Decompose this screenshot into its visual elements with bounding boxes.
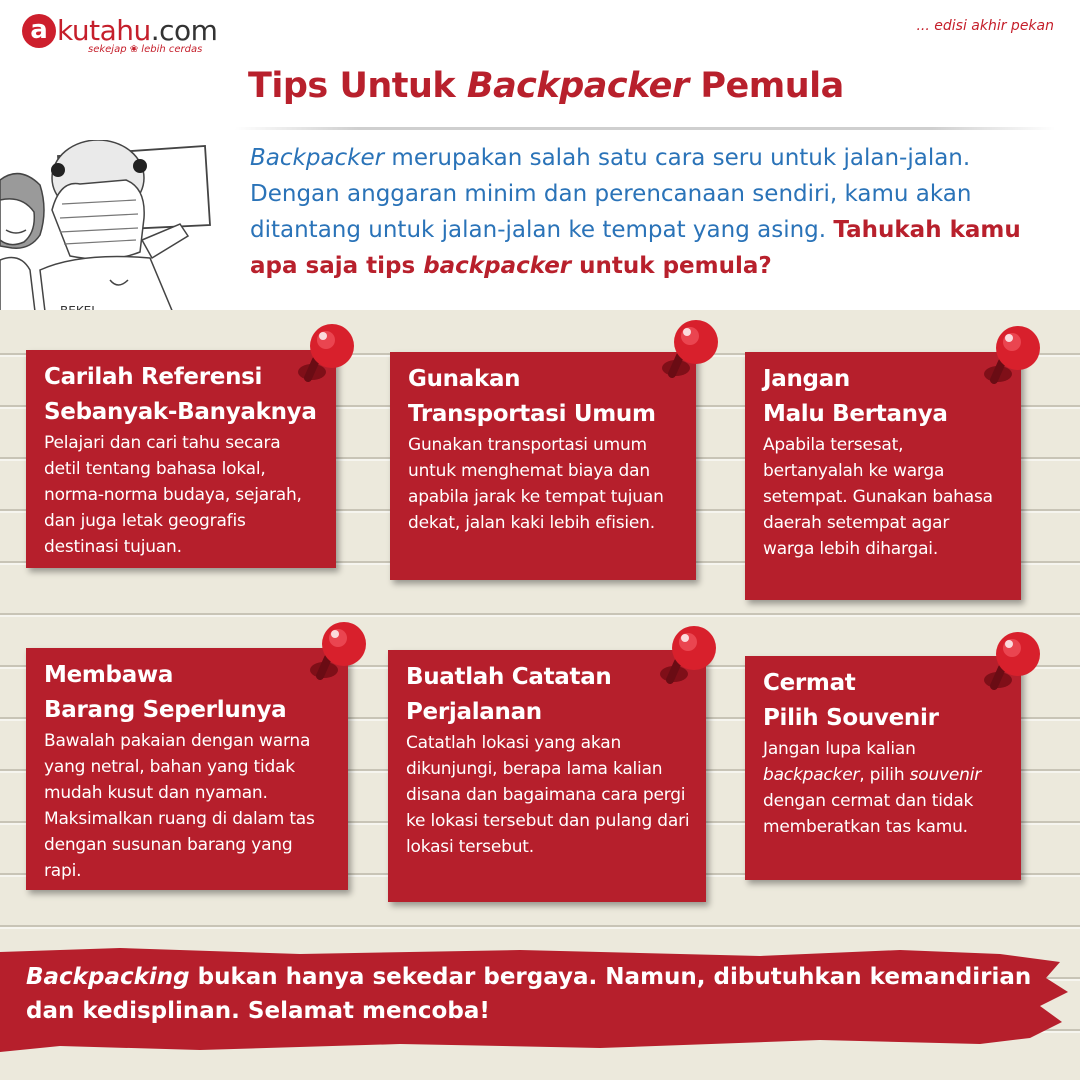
intro-question: Tahukah kamu apa saja tips backpacker untuk pemula? [250, 217, 1021, 279]
page-title: Tips Untuk Backpacker Pemula [248, 66, 844, 106]
tip-card-body: Jangan lupa kalian backpacker, pilih souvenir dengan cermat dan tidak memberatkan tas kamu. [763, 739, 982, 837]
tip-card-body: Gunakan transportasi umum untuk menghemat biaya dan apabila jarak ke tempat tujuan dekat, jalan kaki lebih efisien. [408, 435, 664, 533]
logo-tagline: sekejap ❀ lebih cerdas [88, 44, 203, 55]
tip-card-title: Membawa Barang Seperlunya [44, 662, 287, 723]
logo-domain: .com [150, 14, 218, 47]
tip-card-body: Catatlah lokasi yang akan dikunjungi, berapa lama kalian disana dan bagaimana cara pergi ke lokasi tersebut dan pulang dari lokasi tersebut. [406, 733, 690, 857]
tip-card-body: Bawalah pakaian dengan warna yang netral, bahan yang tidak mudah kusut dan nyaman. Maksimalkan ruang di dalam tas dengan susunan barang yang rapi. [44, 731, 315, 881]
closing-message: Backpacking bukan hanya sekedar bergaya. Namun, dibutuhkan kemandirian dan kedisplinan. Selamat mencoba! [26, 964, 1032, 1024]
tip-card-body: Apabila tersesat, bertanyalah ke warga setempat. Gunakan bahasa daerah setempat agar warga lebih dihargai. [763, 435, 993, 559]
pushpin-icon [298, 614, 378, 694]
pushpin-icon [648, 618, 728, 698]
title-divider [235, 127, 1055, 130]
pushpin-icon [972, 318, 1052, 398]
footer-banner [0, 948, 1080, 1058]
pushpin-icon [286, 316, 366, 396]
tip-card-body: Pelajari dan cari tahu secara detil tentang bahasa lokal, norma-norma budaya, sejarah, dan juga letak geografis destinasi tujuan. [44, 433, 302, 557]
intro-paragraph: Backpacker merupakan salah satu cara seru untuk jalan-jalan. Dengan anggaran minim dan perencanaan sendiri, kamu akan ditantang untuk jalan-jalan ke tempat yang asing. Tahukah kamu apa saja tips backpacker untuk pemula? [250, 145, 1021, 279]
tip-card-title: Gunakan Transportasi Umum [408, 366, 656, 427]
tip-card-title: Buatlah Catatan Perjalanan [406, 664, 612, 725]
logo-brand: kutahu [57, 14, 151, 47]
pushpin-icon [650, 312, 730, 392]
tip-card-title: Cermat Pilih Souvenir [763, 670, 939, 731]
tip-card-title: Carilah Referensi Sebanyak-Banyaknya [44, 364, 317, 425]
tip-card-title: Jangan Malu Bertanya [763, 366, 948, 427]
logo-mark: a [22, 14, 56, 48]
brand-logo[interactable] [22, 14, 217, 55]
pushpin-icon [972, 624, 1052, 704]
edition-label: ... edisi akhir pekan [916, 18, 1054, 34]
backpacker-sketch-illustration [0, 140, 240, 320]
